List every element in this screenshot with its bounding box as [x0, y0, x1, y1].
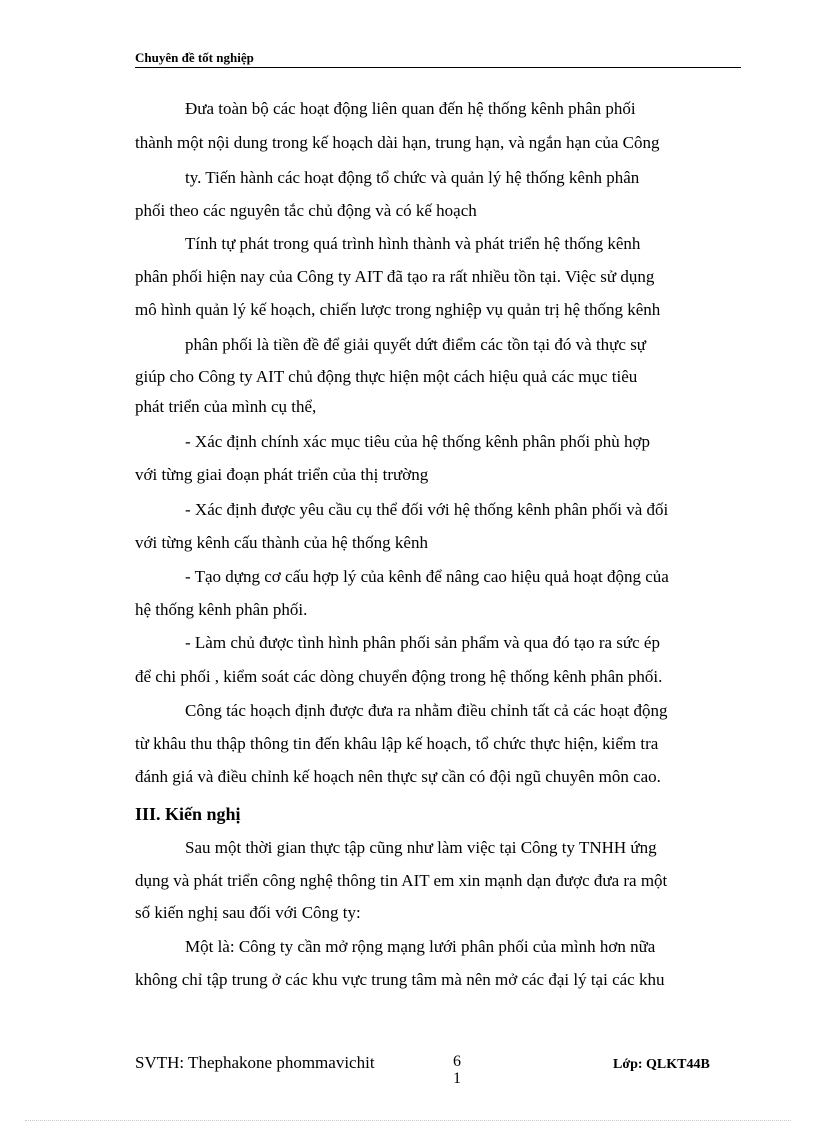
text-line: - Tạo dựng cơ cấu hợp lý của kênh để nâng cao hiệu quả hoạt động của — [185, 567, 669, 586]
text-line: Sau một thời gian thực tập cũng như làm việc tại Công ty TNHH ứng — [185, 838, 657, 857]
text-line: đánh giá và điều chỉnh kế hoạch nên thực sự cần có đội ngũ chuyên môn cao. — [135, 767, 661, 786]
page-number-top: 6 — [453, 1053, 461, 1070]
text-line: không chỉ tập trung ở các khu vực trung tâm mà nên mở các đại lý tại các khu — [135, 970, 665, 989]
text-line: - Xác định chính xác mục tiêu của hệ thống kênh phân phối phù hợp — [185, 432, 651, 451]
text-line: hệ thống kênh phân phối. — [135, 600, 308, 619]
text-line: Tính tự phát trong quá trình hình thành và phát triển hệ thống kênh — [185, 234, 641, 253]
text-line: dụng và phát triển công nghệ thông tin AIT em xin mạnh dạn được đưa ra một — [135, 871, 668, 890]
text-line: ty. Tiến hành các hoạt động tổ chức và quản lý hệ thống kênh phân — [185, 168, 640, 187]
header-divider — [135, 67, 741, 68]
page-number-bottom: 1 — [453, 1070, 461, 1087]
text-line: với từng kênh cấu thành của hệ thống kênh — [135, 533, 428, 552]
text-line: số kiến nghị sau đối với Công ty: — [135, 903, 361, 922]
text-line: mô hình quản lý kế hoạch, chiến lược trong nghiệp vụ quản trị hệ thống kênh — [135, 300, 661, 319]
text-line: phân phối là tiền đề để giải quyết dứt điểm các tồn tại đó và thực sự — [185, 335, 647, 354]
text-line: với từng giai đoạn phát triển của thị trường — [135, 465, 429, 484]
document-header-title: Chuyên đề tốt nghiệp — [135, 50, 254, 65]
text-line: giúp cho Công ty AIT chủ động thực hiện một cách hiệu quả các mục tiêu — [135, 367, 638, 386]
text-line: Đưa toàn bộ các hoạt động liên quan đến hệ thống kênh phân phối — [185, 99, 636, 118]
page-bottom-divider — [25, 1120, 791, 1121]
section-heading: III. Kiến nghị — [135, 804, 241, 824]
page-number — [453, 1053, 461, 1087]
footer-student-name: SVTH: Thephakone phommavichit — [135, 1053, 375, 1072]
text-line: phối theo các nguyên tắc chủ động và có kế hoạch — [135, 201, 477, 220]
text-line: Một là: Công ty cần mở rộng mạng lưới phân phối của mình hơn nữa — [185, 937, 656, 956]
text-line: phân phối hiện nay của Công ty AIT đã tạo ra rất nhiều tồn tại. Việc sử dụng — [135, 267, 655, 286]
text-line: để chi phối , kiểm soát các dòng chuyển động trong hệ thống kênh phân phối. — [135, 667, 663, 686]
text-line: từ khâu thu thập thông tin đến khâu lập kế hoạch, tổ chức thực hiện, kiểm tra — [135, 734, 659, 753]
text-line: phát triển của mình cụ thể, — [135, 397, 317, 416]
text-line: thành một nội dung trong kế hoạch dài hạn, trung hạn, và ngắn hạn của Công — [135, 133, 660, 152]
text-line: - Xác định được yêu cầu cụ thể đối với hệ thống kênh phân phối và đối — [185, 500, 669, 519]
footer-class-label: Lớp: QLKT44B — [613, 1057, 710, 1072]
text-line: Công tác hoạch định được đưa ra nhằm điều chỉnh tất cả các hoạt động — [185, 701, 668, 720]
text-line: - Làm chủ được tình hình phân phối sản phẩm và qua đó tạo ra sức ép — [185, 633, 660, 652]
